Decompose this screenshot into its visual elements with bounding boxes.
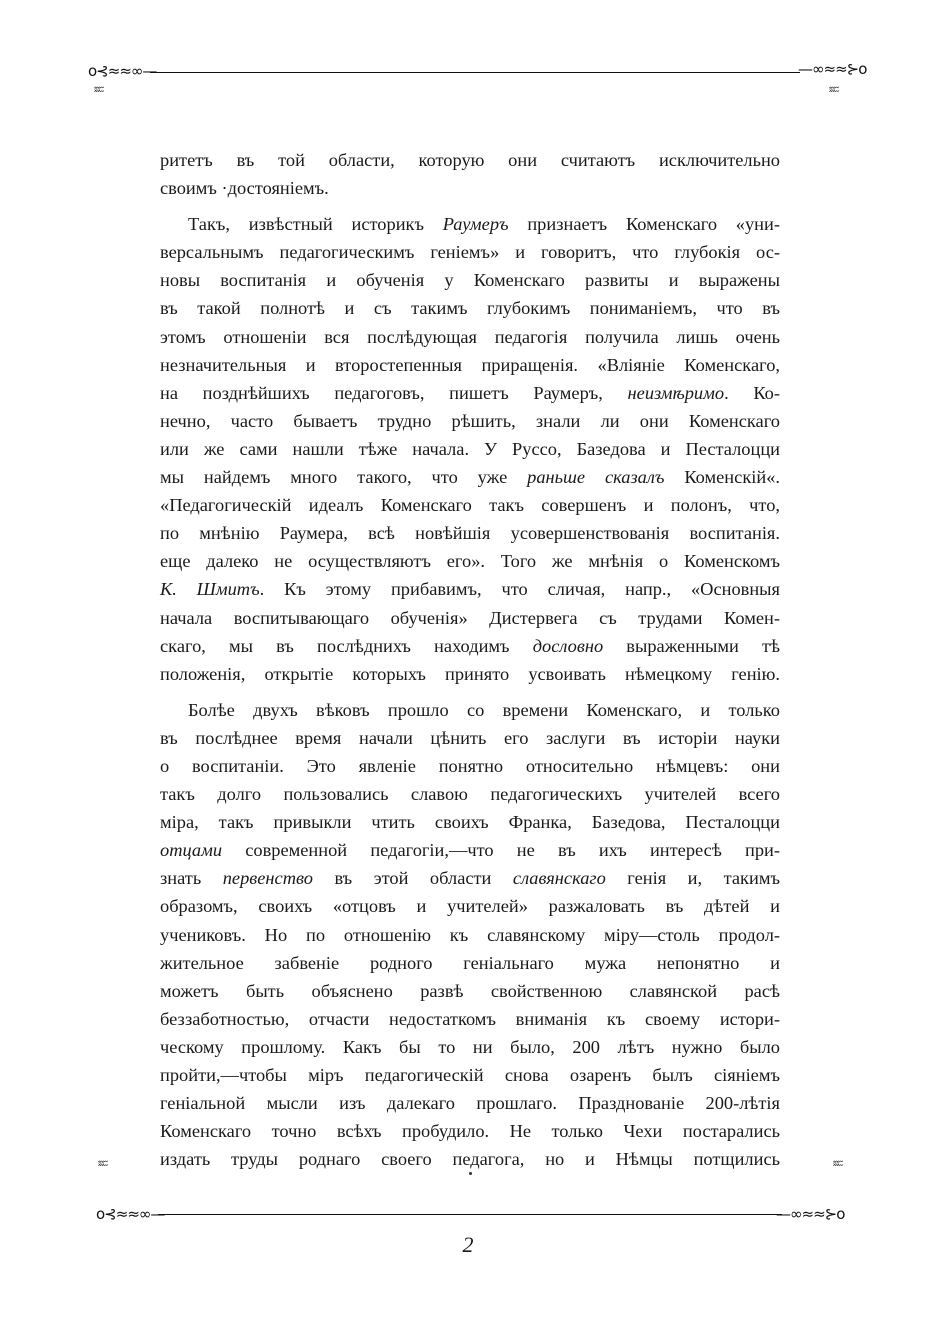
page-number: 2 — [462, 1232, 474, 1257]
body-text — [160, 146, 780, 1173]
text-line: скаго, мы въ послѣднихъ находимъ дословно выраженными тѣ — [160, 635, 781, 656]
frame-top-rule — [150, 72, 800, 73]
text-line: пройти,—чтобы міръ педагогическій снова озаренъ былъ сіяніемъ — [160, 1065, 780, 1085]
text-line: своимъ ·достояніемъ. — [160, 178, 329, 199]
frame-bottom-rule — [158, 1214, 782, 1215]
text-line: К. Шмитъ. Къ этому прибавимъ, что сличая, напр., «Основныя — [160, 579, 780, 600]
text-line: ческому прошлому. Какъ бы то ни было, 200 лѣтъ нужно было — [160, 1036, 780, 1057]
text-line: начала воспитывающаго обученія» Дистервега съ трудами Комен- — [160, 607, 780, 628]
ornament-bottom-right-icon: —∞≈≈⊱o — [776, 1205, 845, 1223]
text-line: Коменскаго точно всѣхъ пробудило. Не только Чехи постарались — [160, 1121, 780, 1142]
ornament-right-top-icon: ⦚⦂⦚ — [825, 86, 840, 92]
ink-dot — [469, 1172, 472, 1175]
text-line: отцами современной педагогіи,—что не въ ихъ интересѣ при- — [160, 840, 780, 861]
text-line: или же сами нашли тѣже начала. У Руссо, Базедова и Песталоцци — [160, 438, 780, 459]
text-line: о воспитаніи. Это явленіе понятно относительно нѣмцевъ: они — [160, 755, 780, 776]
text-line: образомъ, своихъ «отцовъ и учителей» разжаловать въ дѣтей и — [160, 896, 780, 917]
ornament-left-top-icon: ⦚⦂⦚ — [90, 86, 105, 92]
text-line: издать труды роднаго своего педагога, но и Нѣмцы потщились — [160, 1149, 780, 1170]
text-line: по мнѣнію Раумера, всѣ новѣйшія усовершенствованія воспитанія. — [160, 523, 780, 544]
text-line: знать первенство въ этой области славянскаго генія и, такимъ — [160, 868, 780, 889]
text-line: жительное забвеніе родного геніальнаго мужа непонятно и — [160, 952, 780, 973]
text-line: беззаботностью, отчасти недостаткомъ вниманія къ своему истори- — [160, 1008, 780, 1029]
text-line: положенія, открытіе которыхъ принято усвоивать нѣмецкому генію. — [160, 663, 780, 684]
text-line: новы воспитанія и обученія у Коменскаго развиты и выражены — [160, 270, 780, 291]
ornament-top-left-icon: o⊰≈≈∞— — [88, 62, 157, 80]
text-line: въ такой полнотѣ и съ такимъ глубокимъ пониманіемъ, что въ — [160, 298, 780, 319]
ornament-left-bottom-icon: ⦚⦂⦚ — [94, 1160, 109, 1166]
text-line: этомъ отношеніи вся послѣдующая педагогія получила лишь очень — [160, 326, 780, 347]
text-line: ритетъ въ той области, которую они считаютъ исключительно — [160, 150, 780, 170]
ornament-bottom-left-icon: o⊰≈≈∞— — [96, 1205, 165, 1223]
ornament-right-bottom-icon: ⦚⦂⦚ — [829, 1160, 844, 1166]
text-line: мы найдемъ много такого, что уже раньше сказалъ Коменскій«. — [160, 467, 780, 488]
text-line: учениковъ. Но по отношенію къ славянскому міру—столь продол- — [160, 924, 780, 945]
text-line: въ послѣднее время начали цѣнить его заслуги въ исторіи науки — [160, 727, 780, 748]
text-line: можетъ быть объяснено развѣ свойственною славянской расѣ — [160, 980, 780, 1001]
ornament-top-right-icon: —∞≈≈⊱o — [798, 60, 867, 78]
text-line: нечно, часто бываетъ трудно рѣшить, знали ли они Коменскаго — [160, 410, 780, 431]
paragraph-3 — [160, 696, 780, 1174]
text-line: еще далеко не осуществляютъ его». Того же мнѣнія о Коменскомъ — [160, 551, 780, 572]
text-line: Такъ, извѣстный историкъ Раумеръ признаетъ Коменскаго «уни- — [188, 214, 780, 235]
text-line: незначительныя и второстепенныя приращенія. «Вліяніе Коменскаго, — [160, 354, 780, 375]
text-line: Болѣе двухъ вѣковъ прошло со времени Коменскаго, и только — [188, 699, 780, 720]
text-line: такъ долго пользовались славою педагогическихъ учителей всего — [160, 784, 780, 805]
text-line: на позднѣйшихъ педагоговъ, пишетъ Раумеръ, неизмѣримо. Ко- — [160, 382, 780, 403]
text-line: версальнымъ педагогическимъ геніемъ» и говоритъ, что глубокія ос- — [160, 242, 780, 263]
text-line: міра, такъ привыкли чтить своихъ Франка, Базедова, Песталоцци — [160, 812, 780, 833]
text-line: геніальной мысли изъ далекаго прошлаго. Празднованіе 200-лѣтія — [160, 1093, 780, 1114]
text-line: «Педагогическій идеалъ Коменскаго такъ совершенъ и полонъ, что, — [160, 495, 780, 516]
paragraph-2 — [160, 210, 780, 688]
paragraph-1 — [160, 146, 780, 202]
